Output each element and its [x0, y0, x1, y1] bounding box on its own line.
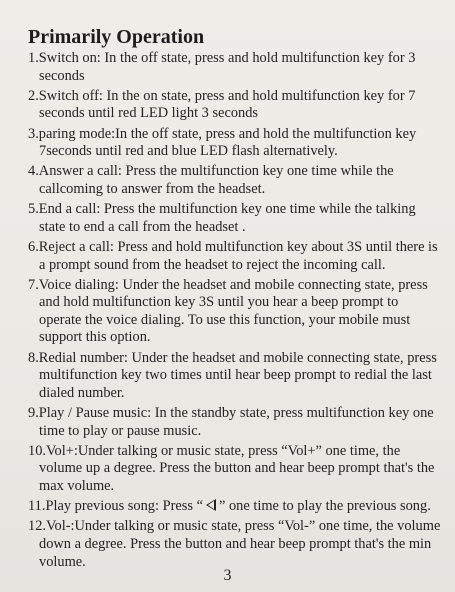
item-text: Switch off: In the on state, press and hold multifunction key for 7 seconds until red LED light 3 seconds: [38, 87, 416, 122]
item-text: Vol+:Under talking or music state, press “Vol+” one time, the volume up a degree. Press the button and hear beep prompt that's the max volume.: [39, 442, 435, 494]
item-number: 12.: [28, 518, 46, 535]
list-item-switch-off: [28, 88, 442, 123]
item-number: 1.: [28, 50, 39, 66]
page-number: 3: [223, 567, 232, 584]
list-item-play-pause: [28, 405, 442, 440]
item-number: 9.: [28, 405, 39, 422]
page-title: Primarily Operation: [28, 26, 205, 48]
list-item-redial: [28, 350, 442, 403]
list-item-previous-song: [28, 498, 442, 516]
item-text: Redial number: Under the headset and mobile connecting state, press multifunction key two times until hear beep prompt to redial the last dialed number.: [38, 349, 437, 401]
item-text: Play / Pause music: In the standby state, press multifunction key one time to play or pause music.: [38, 405, 434, 439]
item-text: End a call: Press the multifunction key one time while the talking state to end a call from the headset .: [38, 201, 416, 235]
item-number: 7.: [28, 276, 39, 293]
list-item-volume-up: [28, 443, 442, 496]
list-item-voice-dialing: [28, 277, 442, 347]
previous-triangle-icon: [206, 499, 216, 511]
item-number: 4.: [28, 163, 39, 180]
list-item-end-call: [28, 201, 442, 236]
list-item-answer-call: [28, 163, 442, 198]
list-item-switch-on: [28, 50, 442, 85]
item-text: Answer a call: Press the multifunction key one time while the callcoming to answer from the headset.: [38, 163, 394, 197]
item-text: Vol-:Under talking or music state, press “Vol-” one time, the volume down a degree. Press the button and hear beep prompt that's the min volume.: [39, 518, 441, 570]
item-number: 10.: [28, 442, 46, 459]
item-number: 5.: [28, 201, 39, 218]
item-text: Switch on: In the off state, press and hold multifunction key for 3 seconds: [38, 50, 416, 84]
item-text-after: ” one time to play the previous song.: [218, 498, 431, 515]
item-number: 3.: [28, 125, 39, 142]
operation-list: [28, 50, 442, 574]
item-text: Voice dialing: Under the headset and mobile connecting state, press and hold multifunction key 3S until you hear a beep prompt to operate the voice dialing. To use this function, your mobile must support this option.: [38, 276, 428, 346]
item-text-before: Play previous song: Press “: [45, 498, 203, 515]
item-number: 6.: [28, 238, 39, 255]
item-number: 11.: [28, 498, 46, 515]
item-text: Reject a call: Press and hold multifunction key about 3S until there is a prompt sound from the headset to reject the incoming call.: [38, 238, 438, 273]
list-item-volume-down: [28, 518, 442, 571]
list-item-pairing-mode: [28, 126, 442, 161]
item-number: 8.: [28, 349, 39, 366]
item-number: 2.: [28, 87, 39, 104]
item-text: paring mode:In the off state, press and hold the multifunction key 7seconds until red and blue LED flash alternatively.: [38, 125, 417, 160]
list-item-reject-call: [28, 239, 442, 274]
